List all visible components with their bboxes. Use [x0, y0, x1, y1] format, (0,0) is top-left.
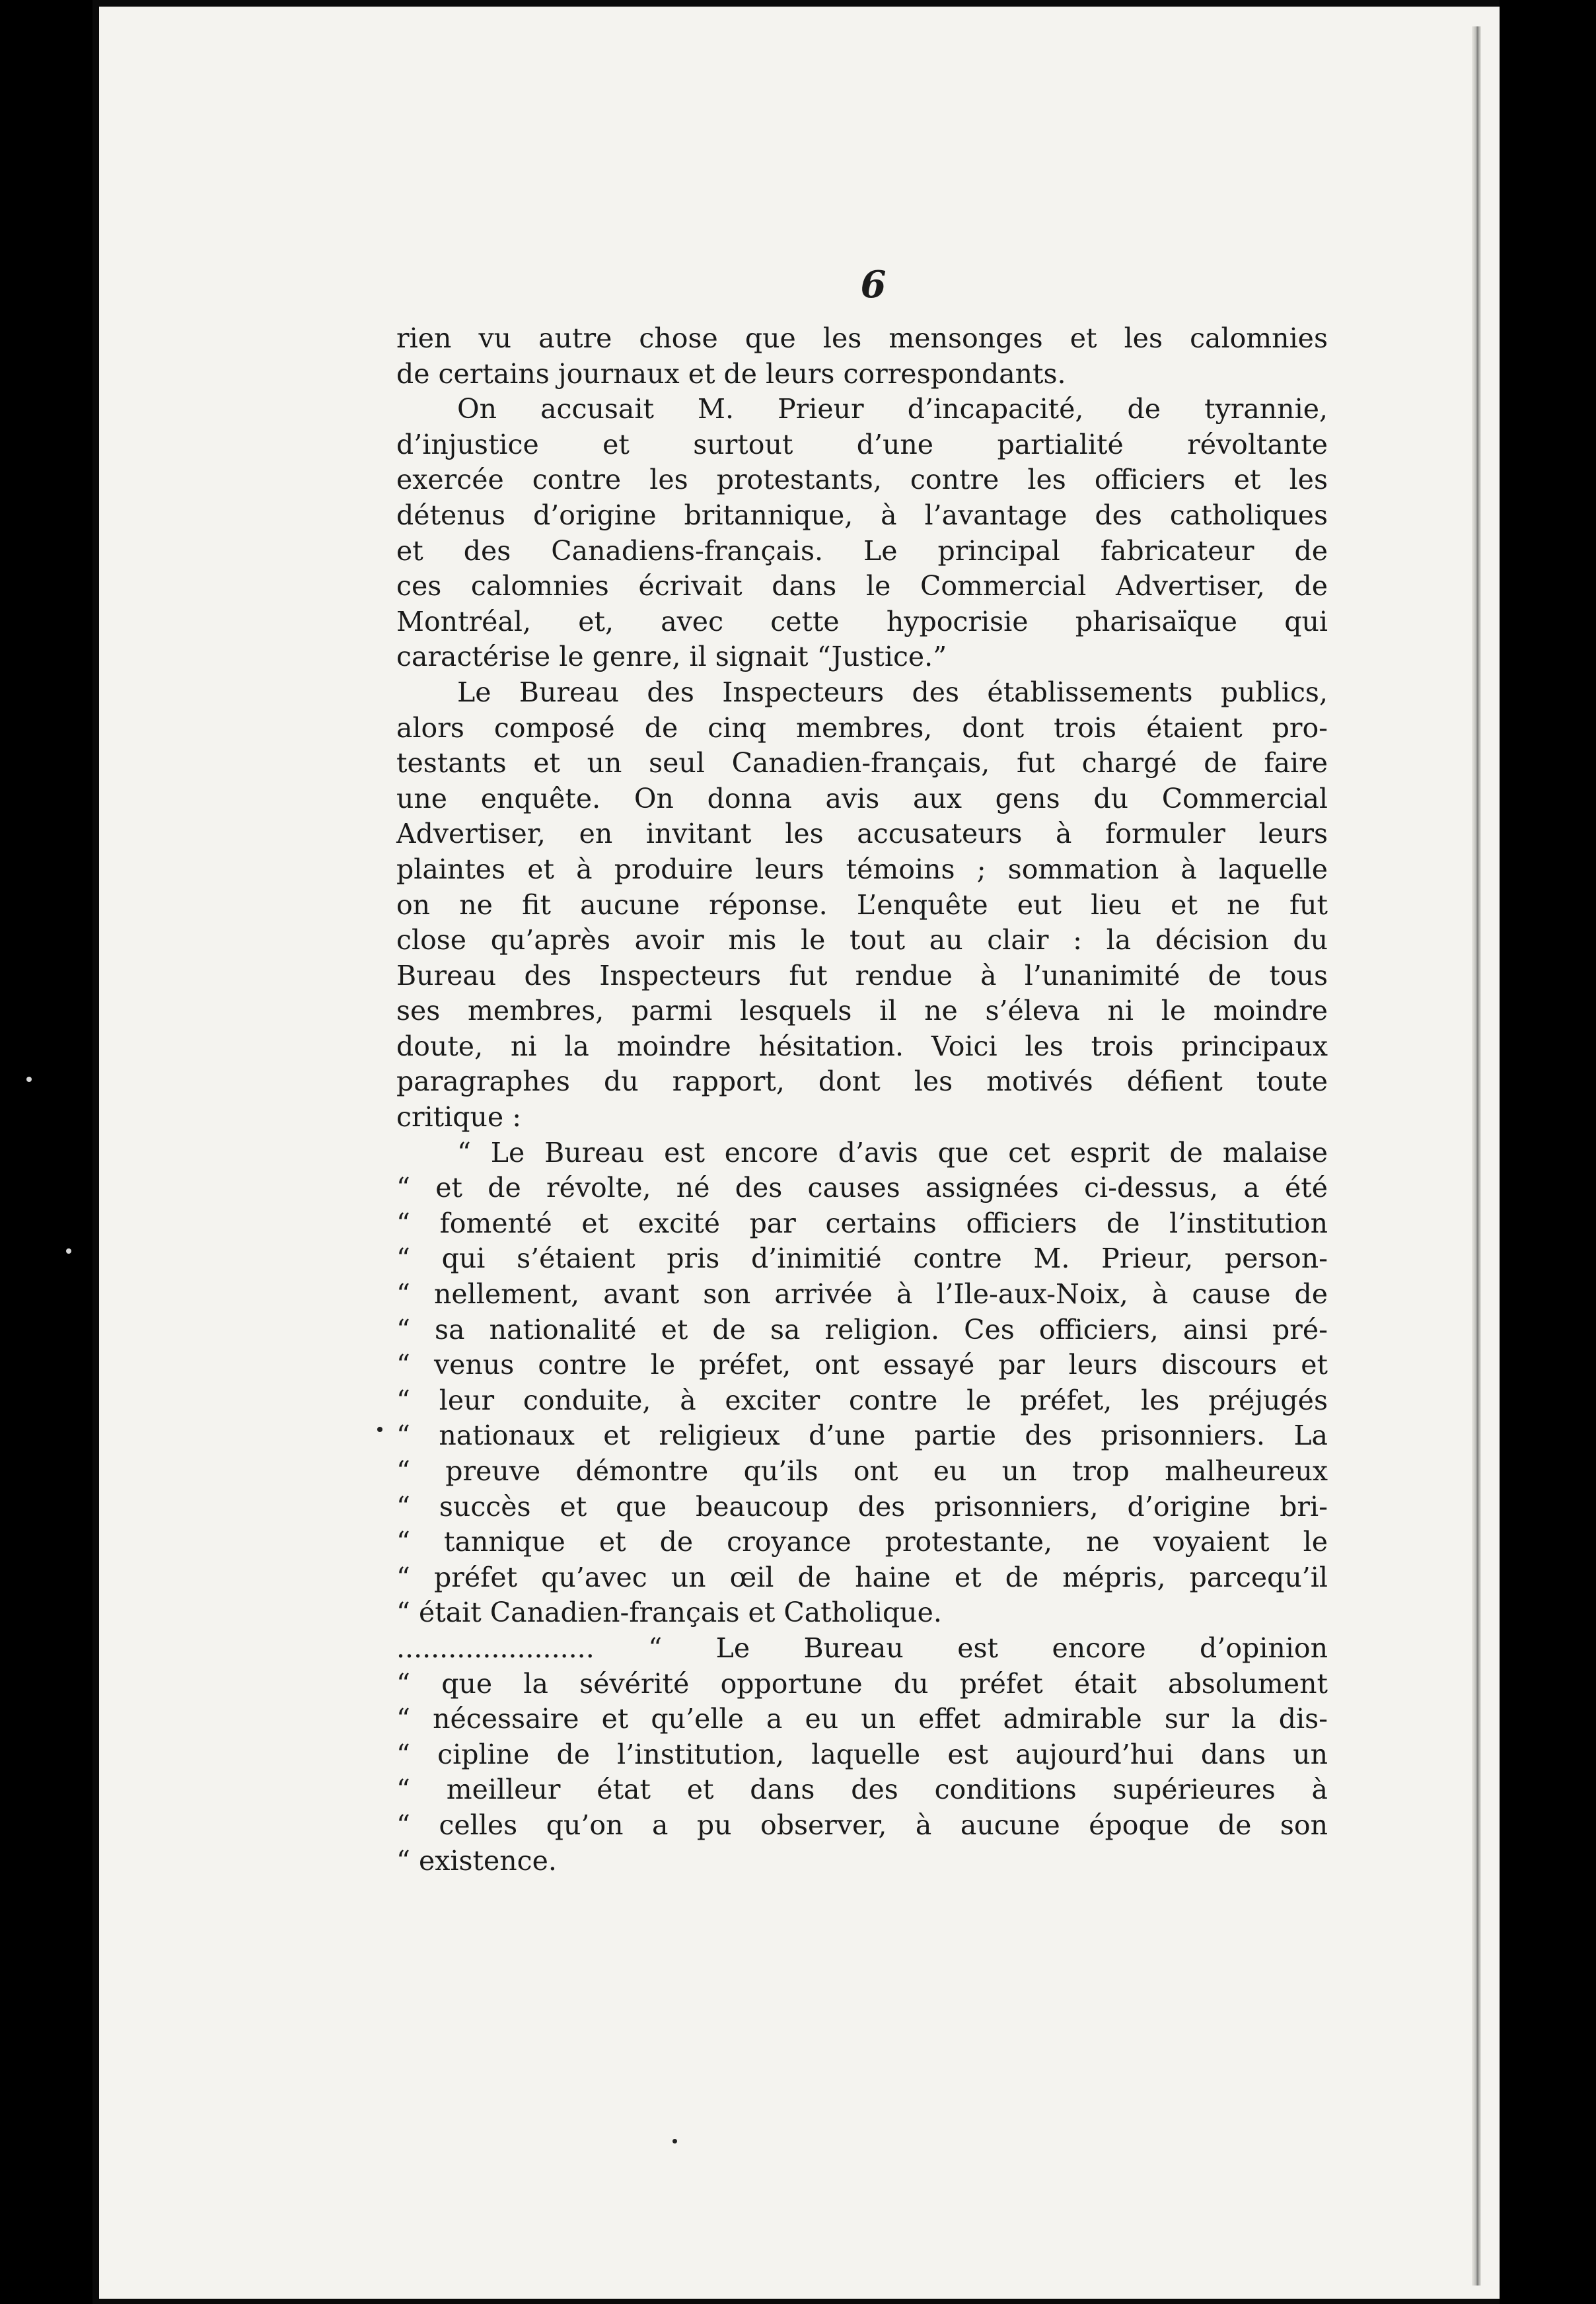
quote-line: “ cipline de l’institution, laquelle est aujourd’hui dans un [396, 1738, 1328, 1770]
scan-dust-speck [26, 1077, 32, 1082]
quote-line: “ était Canadien-français et Catholique. [396, 1597, 942, 1629]
quote-line: “ venus contre le préfet, ont essayé par leurs discours et [396, 1349, 1328, 1381]
quote-line: “ nécessaire et qu’elle a eu un effet admirable sur la dis- [396, 1703, 1328, 1735]
text-line: alors composé de cinq membres, dont trois étaient pro- [396, 711, 1328, 744]
text-line: et des Canadiens-français. Le principal fabricateur de [396, 534, 1328, 567]
text-line: testants et un seul Canadien-français, fut chargé de faire [396, 747, 1328, 779]
quote-line: “ preuve démontre qu’ils ont eu un trop malheureux [396, 1455, 1328, 1487]
text-line: d’injustice et surtout d’une partialité révoltante [396, 428, 1328, 460]
text-line: Advertiser, en invitant les accusateurs à formuler leurs [396, 818, 1328, 850]
text-line: doute, ni la moindre hésitation. Voici les trois principaux [396, 1030, 1328, 1062]
quote-line: ....................... “ Le Bureau est encore d’opinion [396, 1632, 1328, 1664]
text-line: caractérise le genre, il signait “Justice.” [396, 641, 947, 673]
quote-line: “ succès et que beaucoup des prisonniers, d’origine bri- [396, 1490, 1328, 1523]
text-line: Bureau des Inspecteurs fut rendue à l’unanimité de tous [396, 959, 1328, 991]
text-line: Montréal, et, avec cette hypocrisie pharisaïque qui [396, 605, 1328, 637]
quote-line: “ et de révolte, né des causes assignées ci-dessus, a été [396, 1172, 1328, 1204]
text-line: Le Bureau des Inspecteurs des établissements publics, [457, 676, 1328, 708]
text-line: paragraphes du rapport, dont les motivés défient toute [396, 1065, 1328, 1098]
page-crease [1472, 26, 1481, 2286]
text-line: ces calomnies écrivait dans le Commercial Advertiser, de [396, 570, 1328, 602]
quote-line: “ sa nationalité et de sa religion. Ces officiers, ainsi pré- [396, 1313, 1328, 1346]
ink-speck [377, 1427, 382, 1432]
scan-border-right [1500, 0, 1596, 2304]
quote-line: “ nationaux et religieux d’une partie des prisonniers. La [396, 1420, 1328, 1452]
quote-line: “ que la sévérité opportune du préfet était absolument [396, 1667, 1328, 1700]
body-text [396, 321, 1328, 1879]
quote-line: “ qui s’étaient pris d’inimitié contre M. Prieur, person- [396, 1242, 1328, 1275]
quote-line: “ fomenté et excité par certains officiers de l’institution [396, 1207, 1328, 1239]
text-line: exercée contre les protestants, contre les officiers et les [396, 464, 1328, 496]
ink-speck [672, 2139, 677, 2143]
text-line: critique : [396, 1101, 522, 1134]
quote-line: “ préfet qu’avec un œil de haine et de mépris, parcequ’il [396, 1561, 1328, 1593]
text-line: close qu’après avoir mis le tout au clair : la décision du [396, 924, 1328, 956]
text-line: détenus d’origine britannique, à l’avantage des catholiques [396, 499, 1328, 531]
text-line: plaintes et à produire leurs témoins ; sommation à laquelle [396, 853, 1328, 885]
quote-line: “ Le Bureau est encore d’avis que cet esprit de malaise [457, 1136, 1328, 1169]
quote-line: “ nellement, avant son arrivée à l’Ile-aux-Noix, à cause de [396, 1278, 1328, 1311]
text-line: On accusait M. Prieur d’incapacité, de tyrannie, [457, 393, 1328, 425]
text-line: une enquête. On donna avis aux gens du Commercial [396, 782, 1328, 814]
quote-line: “ celles qu’on a pu observer, à aucune époque de son [396, 1809, 1328, 1841]
quote-line: “ meilleur état et dans des conditions supérieures à [396, 1774, 1328, 1806]
page-number: 6 [860, 263, 887, 306]
quote-line: “ leur conduite, à exciter contre le préfet, les préjugés [396, 1384, 1328, 1416]
text-line: ses membres, parmi lesquels il ne s’éleva ni le moindre [396, 995, 1328, 1027]
scan-dust-speck [66, 1248, 71, 1254]
text-line: de certains journaux et de leurs correspondants. [396, 357, 1066, 390]
text-line: rien vu autre chose que les mensonges et les calomnies [396, 322, 1328, 354]
scan-border-left [0, 0, 92, 2304]
text-line: on ne fit aucune réponse. L’enquête eut lieu et ne fut [396, 888, 1328, 921]
quote-line: “ tannique et de croyance protestante, ne voyaient le [396, 1526, 1328, 1558]
quote-line: “ existence. [396, 1844, 557, 1877]
